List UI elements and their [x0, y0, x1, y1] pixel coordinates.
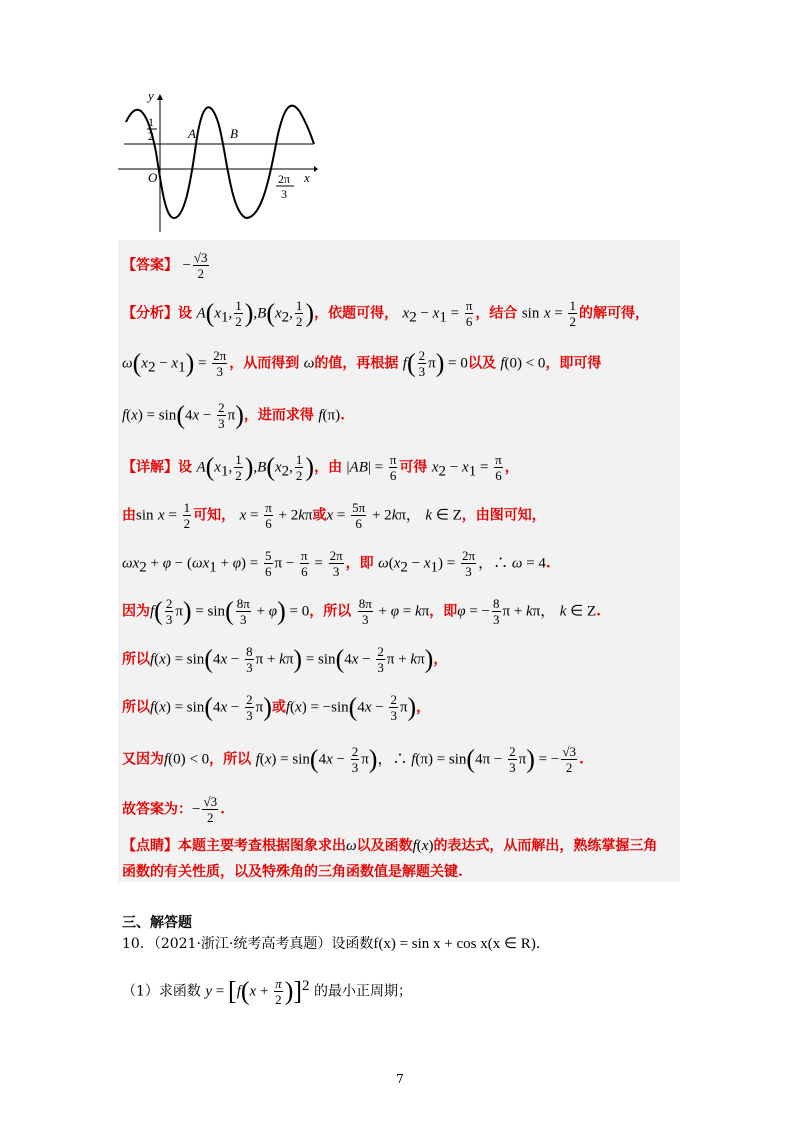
half-num: 1	[148, 115, 154, 129]
label-b: B	[230, 126, 238, 141]
curve	[126, 106, 314, 218]
analysis-line-1: 【分析】设 $A(x_1$, $\frac{1}{2}$ )$,B(x_2$, $\frac{1}{2}$ )，依题可得， $x_2 - x_1$ = $\frac{\pi}{6}$ ，结合 sin x = $\frac{1}{2}$ 的解可得，	[122, 298, 649, 329]
detail-line-3: $\omega x_2 + \varphi - (\omega x_1 + \varphi)$ = $\frac{5}{6}$ π − $\frac{\pi}{6}$ = $\frac{2\pi}{3}$ ，即 $\omega(x_2 - x_1)$ = $\frac{2\pi}{3}$ ，∴ ω = 4.	[122, 548, 551, 579]
detail-line-6: 所以f(x) = sin(4x − $\frac{2}{3}$ π)或f(x) = −sin(4x − $\frac{2}{3}$ π)，	[122, 692, 431, 723]
x-label: x	[304, 170, 310, 185]
detail-line-7: 又因为f(0) < 0，所以 f(x) = sin(4x − $\frac{2}{3}$ π)，∴ f(π) = sin(4π − $\frac{2}{3}$ π) = − $\frac{√3}{2}$ .	[122, 744, 584, 775]
question-10: 10．（2021·浙江·统考高考真题）设函数f(x) = sin x + cos x(x ∈ R).	[122, 936, 541, 952]
half-den: 2	[148, 129, 154, 143]
detail-line-4: 因为f( $\frac{2}{3}$ π) = sin( $\frac{8\pi}{3}$ + φ) = 0，所以 $\frac{8\pi}{3}$ + φ = kπ，即φ = − $\frac{8}{3}$ π + kπ， k ∈ Z.	[122, 596, 602, 627]
sine-graph	[118, 92, 318, 232]
origin-label: O	[148, 170, 158, 185]
answer-line: 【答案】 − $\frac{√3}{2}$	[122, 250, 208, 281]
detail-line-5: 所以f(x) = sin(4x − $\frac{8}{3}$ π + kπ) = sin(4x − $\frac{2}{3}$ π + kπ)，	[122, 644, 448, 675]
analysis-line-3: f(x) = sin(4x − $\frac{2}{3}$ π)，进而求得 f(π).	[122, 400, 345, 431]
tick-den: 3	[281, 187, 287, 201]
comment-line-1: 【点睛】本题主要考查根据图象求出ω以及函数f(x)的表达式，从而解出，熟练掌握三角	[122, 838, 658, 854]
tick-num: 2π	[278, 172, 291, 186]
page-number: 7	[396, 1072, 404, 1086]
question-10-part1: （1）求函数 y = [f(x + $\frac{\pi}{2}$ )]$^2$ 的最小正周期；	[122, 976, 412, 1008]
label-a: A	[188, 126, 196, 141]
comment-line-2: 函数的有关性质，以及特殊角的三角函数值是解题关键.	[122, 864, 463, 880]
detail-line-2: 由sin x = $\frac{1}{2}$ 可知， x = $\frac{\pi}{6}$ + 2kπ或x = $\frac{5\pi}{6}$ + 2kπ， k ∈ Z，由图可知，	[122, 500, 546, 531]
analysis-line-2: $\omega(x_2 - x_1)$ = $\frac{2\pi}{3}$ ，从而得到 ω的值，再根据 f( $\frac{2}{3}$ π) = 0以及 f(0) < 0，即可得	[122, 348, 602, 379]
final-answer-line: 故答案为：− $\frac{√3}{2}$ .	[122, 794, 225, 825]
detail-line-1: 【详解】设 $A(x_1$, $\frac{1}{2}$ )$,B(x_2$, $\frac{1}{2}$ )，由 |AB| = $\frac{\pi}{6}$ 可得 $x_2 - x_1$ = $\frac{\pi}{6}$ ，	[122, 452, 519, 483]
section-title: 三、解答题	[122, 915, 192, 931]
y-label: y	[148, 92, 154, 103]
